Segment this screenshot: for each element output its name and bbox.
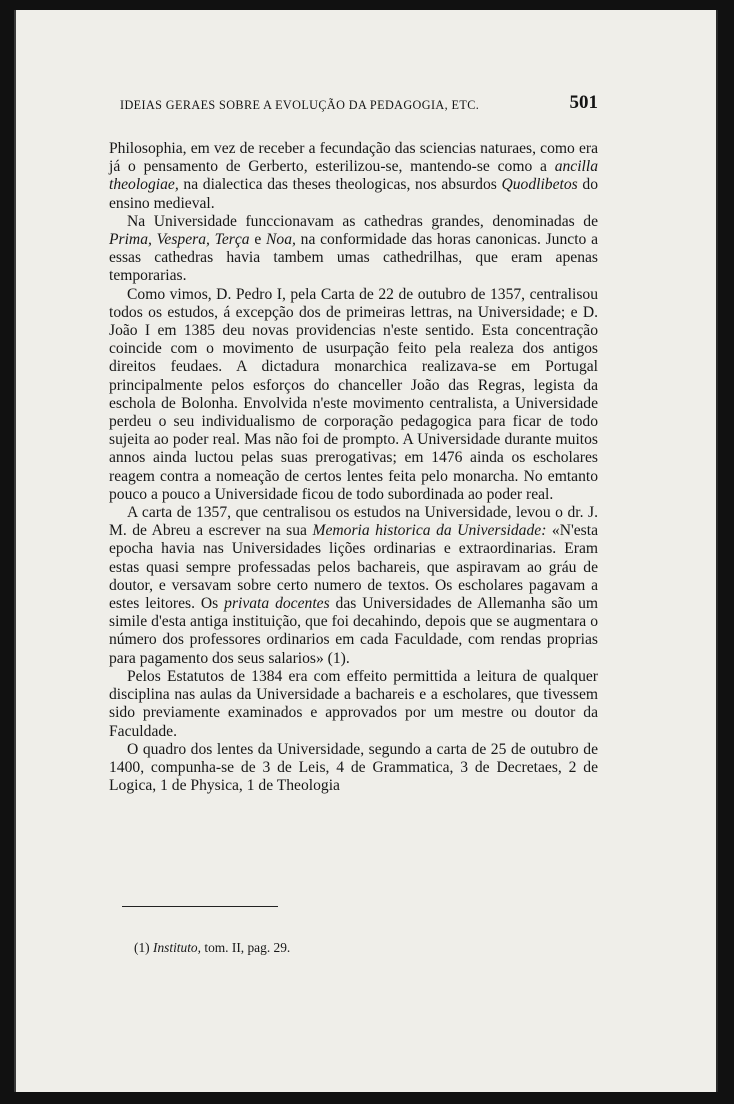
italic-term: ancilla theologiae,: [109, 158, 598, 194]
italic-term: Memoria historica da Universidade:: [312, 522, 547, 540]
italic-term: Prima, Vespera, Terça: [109, 231, 250, 249]
running-title: IDEIAS GERAES SOBRE A EVOLUÇÃO DA PEDAGOGIA, ETC.: [120, 98, 480, 112]
paragraph: [109, 504, 598, 668]
body-text: [109, 140, 598, 795]
text-run: O quadro dos lentes da Universidade, segundo a carta de 25 de outubro de 1400, compunha-se de 3 de Leis, 4 de Grammatica, 3 de Decretaes, 2 de Logica, 1 de Physica, 1 de Theologia: [109, 740, 598, 795]
text-run: A carta de 1357, que centralisou os estudos na Universidade, levou o dr. J. M. de Abreu a escrever na sua: [109, 504, 598, 540]
text-run: e: [249, 231, 266, 249]
paragraph: [109, 213, 598, 286]
text-run: Philosophia, em vez de receber a fecundação das sciencias naturaes, como era já o pensamento de Gerberto, esterilizou-se, mantendo-se como a: [109, 140, 598, 176]
text-run: na conformidade das horas canonicas. Juncto a essas cathedras havia tambem umas cathedrilhas, que eram apenas temporarias.: [109, 231, 598, 285]
paragraph: [109, 668, 598, 741]
footnote: [134, 940, 290, 956]
footnote-reference: tom. II, pag. 29.: [204, 940, 291, 955]
text-run: na dialectica das theses theologicas, nos absurdos: [178, 176, 502, 194]
text-run: Pelos Estatutos de 1384 era com effeito permittida a leitura de qualquer disciplina nas aulas da Universidade a bachareis e a escholares, que tivessem sido previamente examinados e approvados por um mestre ou doutor da Faculdade.: [109, 667, 598, 740]
text-run: Como vimos, D. Pedro I, pela Carta de 22 de outubro de 1357, centralisou todos os estudos, á excepção dos de primeiras lettras, na Universidade; e D. João I em 1385 deu novas providencias n'este sentido. Esta concentração coincide com o movimento de usurpação feito pela realeza dos antigos direitos feudaes. A dictadura monarchica realizava-se em Portugal principalmente pelos esforços do chanceller João das Regras, legista da escholа de Bolonha. Envolvida n'este movimento centralista, a Universidade perdeu o seu individualismo de corporação pedagogica para ficar de todo sujeita ao poder real. Mas não foi de prompto. A Universidade durante muitos annos ainda luctou pelas suas prerogativas; em 1476 ainda os escholares reagem contra a nomeação de certos lentes feita pelo monarcha. No emtanto pouco a pouco a Universidade ficou de todo subordinada ao poder real.: [109, 285, 598, 503]
italic-term: Quodlibetos: [501, 176, 578, 194]
paragraph: [109, 140, 598, 213]
italic-term: Noa,: [266, 231, 296, 249]
page-number: 501: [569, 92, 598, 113]
footnote-marker: (1): [134, 940, 150, 955]
text-run: das Universidades de Allemanha são um simile d'esta antiga instituição, que foi decahindo, depois que se augmentara o número dos professores ordinarios em cada Faculdade, com rendas proprias para pagamento dos seus salarios» (1).: [109, 595, 598, 667]
footnote-source: Instituto,: [152, 940, 201, 955]
italic-term: privata docentes: [224, 595, 330, 613]
page-header: [120, 92, 598, 118]
text-run: «N'esta epocha havia nas Universidades lições ordinarias e extraordinarias. Eram estas quasi sempre professadas pelos bachareis, que aspiravam ao gráu de doutor, e versavam sobre certo numero de textos. Os escholares pagavam a estes leitores. Os: [109, 522, 599, 613]
footnote-divider: [122, 906, 278, 907]
paragraph: [109, 741, 598, 796]
text-run: Na Universidade funccionavam as cathedras grandes, denominadas de: [127, 212, 598, 230]
book-page: [14, 10, 718, 1092]
paragraph: [109, 286, 598, 504]
text-run: do ensino medieval.: [109, 176, 598, 212]
